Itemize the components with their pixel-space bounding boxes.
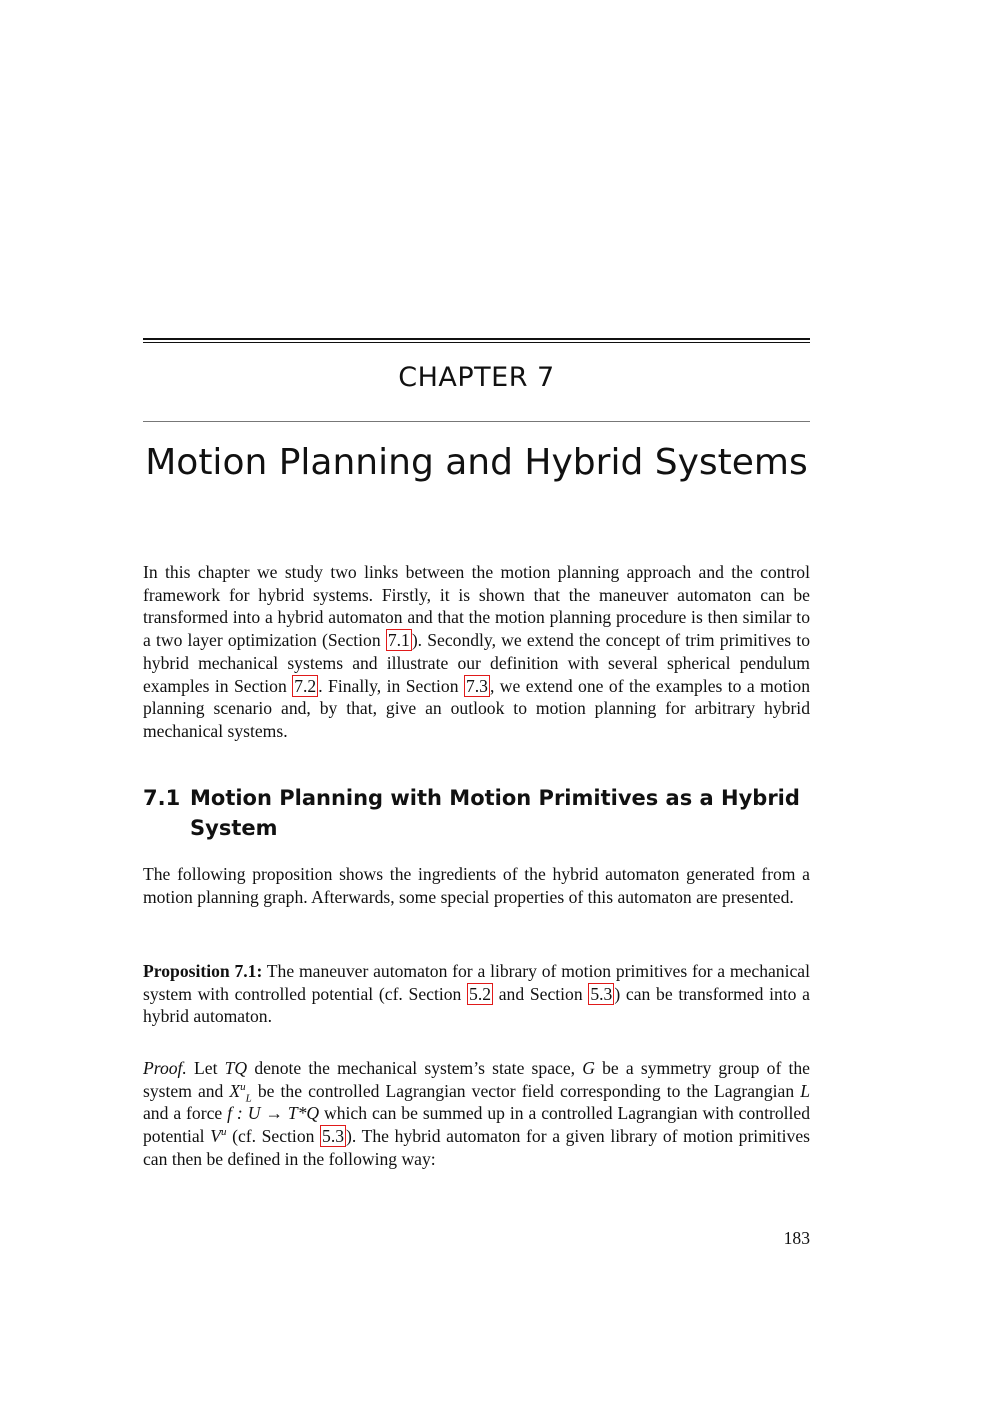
section-link-5-2[interactable]: 5.2: [469, 983, 492, 1004]
section-paragraph: The following proposition shows the ingredients of the hybrid automaton generated from a motion planning graph. Afterwards, some special properties of this automaton are presented.: [143, 864, 810, 907]
intro-text-3: . Finally, in Section: [318, 675, 464, 696]
proof-text-7: (cf. Section: [226, 1126, 321, 1147]
math-g: G: [582, 1058, 595, 1078]
proof-text-1: Let: [186, 1058, 225, 1078]
math-x: [229, 1080, 252, 1105]
section-link-5-3-proof[interactable]: 5.3: [322, 1126, 345, 1147]
intro-text-2: ). Secondly, we extend the concept of trim primitives to hybrid mechanical systems and illustrate our definition with several spherical pendulum examples in Section: [143, 630, 810, 696]
math-x-base: X: [229, 1080, 241, 1101]
math-x-sup: u: [240, 1080, 246, 1093]
section-link-5-3[interactable]: 5.3: [590, 983, 613, 1004]
proposition-text-2: and Section: [493, 983, 589, 1004]
chapter-top-rule: [143, 338, 810, 343]
proposition-paragraph: [143, 960, 810, 1028]
proof-text-4: be the controlled Lagrangian vector field corresponding to the Lagrangian: [251, 1080, 801, 1101]
math-x-sub: L: [245, 1092, 252, 1105]
section-link-7-3[interactable]: 7.3: [465, 675, 488, 696]
intro-paragraph: [143, 561, 810, 743]
page-number: 183: [783, 1228, 810, 1248]
proof-paragraph: [143, 1057, 810, 1171]
chapter-divider: [143, 421, 810, 422]
section-heading: [143, 783, 810, 843]
proof-text-2: denote the mechanical system’s state space,: [247, 1058, 583, 1078]
math-v-sup: u: [220, 1126, 227, 1139]
intro-text-1: In this chapter we study two links between the motion planning approach and the control framework for hybrid systems. Firstly, it is shown that the maneuver automaton can be transformed into a hybrid automaton and that the motion planning procedure is then similar to a two layer optimization (Section: [143, 562, 810, 651]
math-v: [210, 1126, 226, 1146]
math-tq: TQ: [224, 1058, 248, 1078]
proof-text-8: ). The hybrid automaton for a given library of motion primitives can then be defined in the following way:: [143, 1126, 810, 1169]
math-v-base: V: [210, 1126, 221, 1147]
section-link-7-2[interactable]: 7.2: [294, 675, 317, 696]
proof-label: Proof.: [143, 1058, 187, 1078]
proposition-text-3: ) can be transformed into a hybrid automaton.: [143, 983, 810, 1027]
chapter-title: Motion Planning and Hybrid Systems: [145, 442, 808, 483]
proposition-label: Proposition 7.1:: [143, 961, 263, 981]
math-force: f : U → T*Q: [227, 1103, 320, 1124]
proof-text-5: and a force: [143, 1103, 228, 1124]
proof-text-6: which can be summed up in a controlled Lagrangian with controlled potential: [143, 1103, 810, 1147]
chapter-label: CHAPTER 7: [398, 362, 555, 393]
proposition-text-1: The maneuver automaton for a library of motion primitives for a mechanical system with controlled potential (cf. Section: [143, 961, 810, 1004]
section-number: 7.1: [143, 786, 181, 810]
math-l: L: [800, 1080, 810, 1101]
proof-text-3: be a symmetry group of the system and: [143, 1058, 810, 1101]
section-link-7-1[interactable]: 7.1: [387, 630, 410, 651]
section-title: Motion Planning with Motion Primitives as a Hybrid System: [190, 786, 800, 840]
intro-text-4: , we extend one of the examples to a motion planning scenario and, by that, give an outlook to motion planning for arbitrary hybrid mechanical systems.: [143, 675, 811, 741]
